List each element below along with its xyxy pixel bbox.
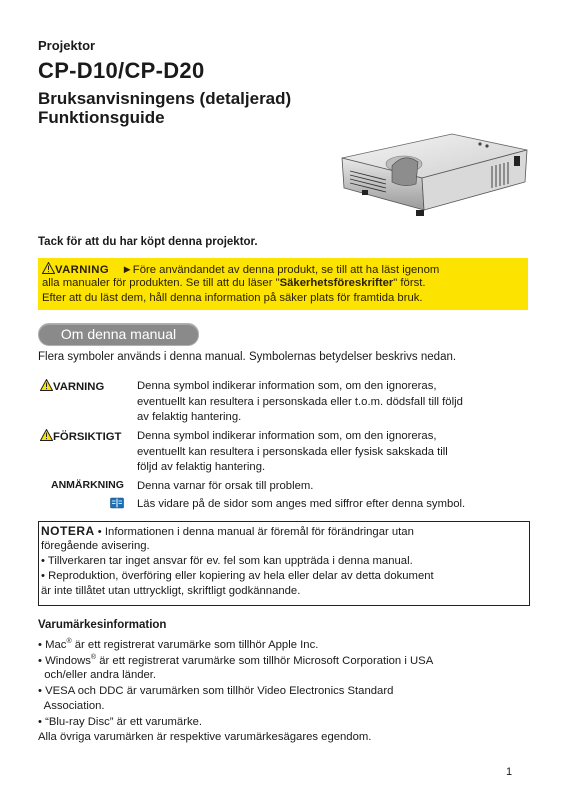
manual-title-line1: Bruksanvisningens (detaljerad) xyxy=(38,89,292,108)
thank-you-text: Tack för att du har köpt denna projektor. xyxy=(38,236,258,248)
projector-image xyxy=(332,126,530,226)
note-line1: • Informationen i denna manual är föremål för förändringar utan xyxy=(94,526,414,538)
warning-line1: ►Före användandet av denna produkt, se till att ha läst igenom xyxy=(121,264,440,276)
trademark-mac: • Mac® är ett registrerat varumärke som tillhör Apple Inc. xyxy=(38,638,319,651)
symbol-label-caution: FÖRSIKTIGT xyxy=(40,429,121,443)
note-line2: föregående avisering. xyxy=(41,540,150,552)
note-line5: är inte tillåtet utan uttryckligt, skriftligt godkännande. xyxy=(41,585,301,597)
trademark-heading: Varumärkesinformation xyxy=(38,619,167,631)
model-name: CP-D10/CP-D20 xyxy=(38,58,205,83)
intro-text: Flera symboler används i denna manual. Symbolernas betydelser beskrivs nedan. xyxy=(38,351,457,363)
trademark-bluray: • “Blu-ray Disc” är ett varumärke. xyxy=(38,716,203,728)
symbol-desc-caution: Denna symbol indikerar information som, om den ignoreras, eventuellt kan resultera i personskada eller fysisk sakskada till följd av felaktig hantering. xyxy=(137,430,448,473)
page-number: 1 xyxy=(506,766,513,778)
symbol-desc-reference: Läs vidare på de sidor som anges med siffror efter denna symbol. xyxy=(137,498,466,510)
section-heading-pill xyxy=(38,323,199,346)
symbol-label-note: ANMÄRKNING xyxy=(51,479,124,491)
warning-triangle-icon xyxy=(42,262,55,274)
warning-box xyxy=(38,258,528,310)
trademark-vesa: • VESA och DDC är varumärken som tillhör Video Electronics Standard xyxy=(38,685,394,697)
product-category: Projektor xyxy=(38,38,96,53)
section-title: Om denna manual xyxy=(60,326,177,342)
symbol-desc-warning: Denna symbol indikerar information som, om den ignoreras, eventuellt kan resultera i personskada eller t.o.m. dödsfall till följd av felaktig hantering. xyxy=(137,380,463,423)
safety-instructions-link: Säkerhetsföreskrifter xyxy=(279,277,394,289)
warning-line2-pre: alla manualer för produkten. Se till att du läser " xyxy=(42,277,280,289)
warning-triangle-icon xyxy=(40,379,53,391)
manual-title-line2: Funktionsguide xyxy=(38,108,165,127)
warning-line3: Efter att du läst dem, håll denna information på säker plats för framtida bruk. xyxy=(42,292,423,304)
symbol-desc-note: Denna varnar för orsak till problem. xyxy=(137,480,314,492)
note-line4: • Reproduktion, överföring eller kopiering av hela eller delar av detta dokument xyxy=(41,570,434,582)
symbol-label-warning: VARNING xyxy=(40,379,104,393)
note-box xyxy=(38,521,530,606)
trademark-vesa-cont: Association. xyxy=(38,700,105,712)
trademark-windows-cont: och/eller andra länder. xyxy=(38,669,157,681)
caution-triangle-icon xyxy=(40,429,53,441)
note-line3: • Tillverkaren tar inget ansvar för ev. fel som kan uppträda i denna manual. xyxy=(41,555,413,567)
trademark-windows: • Windows® är ett registrerat varumärke som tillhör Microsoft Corporation i USA xyxy=(38,654,434,667)
book-icon xyxy=(110,497,124,509)
warning-label: VARNING xyxy=(55,264,110,276)
warning-line2-post: " först. xyxy=(393,277,426,289)
note-label: NOTERA xyxy=(41,524,95,538)
trademark-others: Alla övriga varumärken är respektive varumärkesägares egendom. xyxy=(38,731,372,743)
